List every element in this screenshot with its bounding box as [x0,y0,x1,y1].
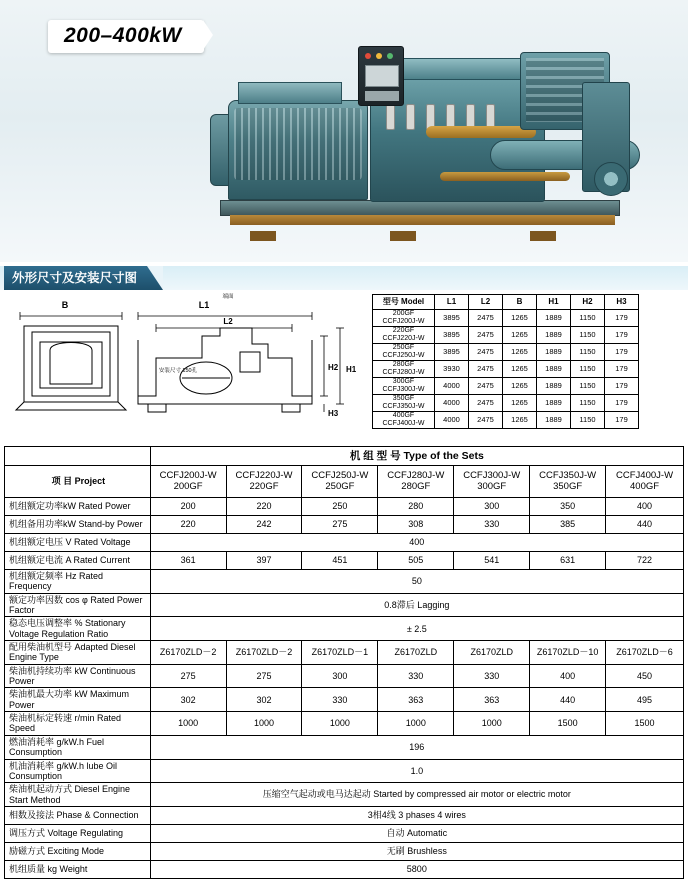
row-label: 励磁方式 Exciting Mode [5,842,151,860]
table-row [373,412,639,429]
row-label: 柴油机起动方式 Diesel Engine Start Method [5,783,151,807]
row-label: 机组额定功率kW Rated Power [5,498,151,516]
cell: Z6170ZLD [378,641,454,665]
dim-model-code: CCFJ200J-W [382,318,425,325]
dim-model-name: 280GF [392,361,415,368]
table-row [373,310,639,327]
dim-l2: 2475 [469,378,503,395]
dim-l1: 4000 [435,378,469,395]
control-panel [358,46,404,106]
dim-model-cell [373,327,435,344]
cell: 1000 [302,712,378,736]
dim-b: 1265 [503,378,537,395]
table-row [373,344,639,361]
svg-text:H1: H1 [346,365,357,374]
cell: 397 [226,552,302,570]
svg-text:H3: H3 [328,409,339,418]
spec-model-col-4 [454,466,530,498]
dim-model-cell [373,344,435,361]
svg-text:L1: L1 [198,300,210,310]
table-row [5,664,684,688]
model-name: 280GF [401,480,431,492]
section-title: 外形尺寸及安装尺寸图 [4,266,163,290]
cell: 200 [150,498,226,516]
table-row [5,806,684,824]
model-code: CCFJ350J-W [539,469,597,481]
cell: 385 [530,516,606,534]
dim-model-cell [373,378,435,395]
cylinder [406,104,415,130]
cooling-fan [594,162,628,196]
row-label: 柴油机最大功率 kW Maximum Power [5,688,151,712]
table-row [5,735,684,759]
model-code: CCFJ200J-W [159,469,217,481]
table-row [5,570,684,594]
dim-model-code: CCFJ280J-W [382,369,425,376]
model-name: 250GF [325,480,355,492]
dim-b: 1265 [503,310,537,327]
indicator-led-red [365,53,371,59]
dim-col-l2: L2 [469,295,503,310]
table-row [5,552,684,570]
cell-span: 无刷 Brushless [150,842,683,860]
cell: 1000 [378,712,454,736]
dim-model-code: CCFJ220J-W [382,335,425,342]
cell: Z6170ZLD－6 [606,641,684,665]
skid-foot [390,231,416,241]
cell: 330 [378,664,454,688]
row-label: 机油消耗率 g/kW.h lube Oil Consumption [5,759,151,783]
skid-foot [530,231,556,241]
cell: 220 [226,498,302,516]
dim-h2: 1150 [571,378,605,395]
cell-span: ± 2.5 [150,617,683,641]
cell-span: 400 [150,534,683,552]
dimension-table-header-row [373,295,639,310]
skid-base-lower [230,215,615,225]
svg-text:安装尺寸 150孔: 安装尺寸 150孔 [158,368,198,374]
dim-model-name: 200GF [392,310,415,317]
row-label: 稳态电压调整率 % Stationary Voltage Regulation Ratio [5,617,151,641]
cell: 302 [150,688,226,712]
cell-span: 3相4线 3 phases 4 wires [150,806,683,824]
row-label: 调压方式 Voltage Regulating [5,824,151,842]
cell: Z6170ZLD－1 [302,641,378,665]
dim-b: 1265 [503,361,537,378]
dim-l2: 2475 [469,327,503,344]
generator-set-illustration [190,22,660,247]
cell-span: 自动 Automatic [150,824,683,842]
cell: 275 [150,664,226,688]
model-code: CCFJ250J-W [311,469,369,481]
dim-model-name: 300GF [392,378,415,385]
table-row [5,759,684,783]
spec-corner-cell [5,447,151,466]
spec-sets-header: 机 组 型 号 Type of the Sets [150,447,683,466]
dim-h2: 1150 [571,412,605,429]
svg-text:端面: 端面 [222,294,234,300]
dim-b: 1265 [503,327,537,344]
table-row [373,327,639,344]
cell-span: 50 [150,570,683,594]
cell: 440 [530,688,606,712]
dim-model-cell [373,412,435,429]
cell: 1000 [150,712,226,736]
spec-project-header: 项 目 Project [5,466,151,498]
row-label: 相数及接法 Phase & Connection [5,806,151,824]
dim-h2: 1150 [571,361,605,378]
cell: Z6170ZLD－10 [530,641,606,665]
dim-b: 1265 [503,344,537,361]
row-label: 燃油消耗率 g/kW.h Fuel Consumption [5,735,151,759]
dim-model-code: CCFJ300J-W [382,386,425,393]
model-code: CCFJ400J-W [616,469,674,481]
cell: 275 [302,516,378,534]
table-row [5,824,684,842]
power-range-badge: 200–400kW [48,20,204,53]
cell: 722 [606,552,684,570]
alternator-terminal-box [238,82,342,104]
dim-l2: 2475 [469,412,503,429]
cell: 363 [454,688,530,712]
dim-l2: 2475 [469,395,503,412]
spec-model-col-5 [530,466,606,498]
dim-h3: 179 [605,378,639,395]
dim-l2: 2475 [469,310,503,327]
row-label: 柴油机持续功率 kW Continuous Power [5,664,151,688]
table-row [5,516,684,534]
dimension-table [372,294,639,429]
dim-col-h2: H2 [571,295,605,310]
dim-model-name: 400GF [392,412,415,419]
dim-h3: 179 [605,395,639,412]
model-code: CCFJ300J-W [463,469,521,481]
cell: 1500 [606,712,684,736]
oil-pipe [440,172,570,181]
cell: 495 [606,688,684,712]
cell: 505 [378,552,454,570]
dim-h1: 1889 [537,327,571,344]
model-name: 220GF [249,480,279,492]
cell: 330 [454,516,530,534]
cell: 631 [530,552,606,570]
dim-model-cell [373,361,435,378]
dim-l1: 4000 [435,412,469,429]
table-row [373,378,639,395]
table-row [5,842,684,860]
cell: 450 [606,664,684,688]
table-row [5,593,684,617]
table-row [373,361,639,378]
dim-l1: 3895 [435,344,469,361]
dim-h2: 1150 [571,327,605,344]
dim-h1: 1889 [537,378,571,395]
dim-col-h3: H3 [605,295,639,310]
section-header-dimensions [0,266,688,290]
cell: 1000 [454,712,530,736]
row-label: 机组备用功率kW Stand-by Power [5,516,151,534]
dim-col-b: B [503,295,537,310]
spec-model-col-0 [150,466,226,498]
spec-model-col-1 [226,466,302,498]
skid-base [220,200,620,216]
cell: 361 [150,552,226,570]
row-label: 机组额定电流 A Rated Current [5,552,151,570]
dim-h2: 1150 [571,310,605,327]
cylinder [386,104,395,130]
dim-h1: 1889 [537,395,571,412]
dim-h3: 179 [605,310,639,327]
row-label: 配用柴油机型号 Adapted Diesel Engine Type [5,641,151,665]
dim-l1: 3895 [435,310,469,327]
dim-h2: 1150 [571,344,605,361]
dim-h3: 179 [605,327,639,344]
indicator-led-amber [376,53,382,59]
dim-model-code: CCFJ250J-W [382,352,425,359]
cell: Z6170ZLD [454,641,530,665]
cell: 1500 [530,712,606,736]
dim-h2: 1150 [571,395,605,412]
model-code: CCFJ280J-W [387,469,445,481]
spec-model-col-6 [606,466,684,498]
model-name: 400GF [630,480,660,492]
dim-b: 1265 [503,395,537,412]
dim-model-code: CCFJ350J-W [382,403,425,410]
dim-model-name: 350GF [392,395,415,402]
table-row [5,534,684,552]
dim-l2: 2475 [469,361,503,378]
dim-b: 1265 [503,412,537,429]
cell: 275 [226,664,302,688]
table-row [5,688,684,712]
alternator-cooling-ribs [234,108,362,180]
hero-banner [0,0,688,262]
table-row [5,860,684,878]
spec-model-col-2 [302,466,378,498]
dim-h3: 179 [605,412,639,429]
cell-span: 0.8滞后 Lagging [150,593,683,617]
cell: 330 [454,664,530,688]
dim-h3: 179 [605,344,639,361]
model-name: 350GF [553,480,583,492]
cell: 302 [226,688,302,712]
dim-h3: 179 [605,361,639,378]
indicator-led-green [387,53,393,59]
dim-h1: 1889 [537,361,571,378]
cell: Z6170ZLD－2 [150,641,226,665]
cell: 242 [226,516,302,534]
row-label: 机组额定电压 V Rated Voltage [5,534,151,552]
dim-model-cell [373,310,435,327]
cell: 440 [606,516,684,534]
table-row [5,617,684,641]
cell: 363 [378,688,454,712]
dim-l1: 3930 [435,361,469,378]
specification-table [4,446,684,879]
cell: 308 [378,516,454,534]
model-code: CCFJ220J-W [235,469,293,481]
dim-model-code: CCFJ400J-W [382,420,425,427]
dim-model-name: 250GF [392,344,415,351]
dim-l2: 2475 [469,344,503,361]
table-row [5,783,684,807]
dim-l1: 3895 [435,327,469,344]
cell: 451 [302,552,378,570]
cell: 541 [454,552,530,570]
svg-text:H2: H2 [328,363,339,372]
cell: 330 [302,688,378,712]
spec-model-header-row [5,466,684,498]
spec-model-col-3 [378,466,454,498]
dim-model-cell [373,395,435,412]
table-row [5,712,684,736]
cell-span: 5800 [150,860,683,878]
row-label: 额定功率因数 cos φ Rated Power Factor [5,593,151,617]
dim-h1: 1889 [537,344,571,361]
row-label: 柴油机标定转速 r/min Rated Speed [5,712,151,736]
dim-col-l1: L1 [435,295,469,310]
table-row [5,641,684,665]
cell-span: 1.0 [150,759,683,783]
dim-l1: 4000 [435,395,469,412]
spec-sets-header-row [5,447,684,466]
dimension-section [0,290,688,425]
cell: 280 [378,498,454,516]
dim-h1: 1889 [537,310,571,327]
cell-span: 压缩空气起动或电马达起动 Started by compressed air motor or electric motor [150,783,683,807]
cell: 1000 [226,712,302,736]
model-name: 200GF [173,480,203,492]
cell: 400 [530,664,606,688]
cell: 220 [150,516,226,534]
dim-col-model: 型号 Model [373,295,435,310]
skid-foot [250,231,276,241]
cell: 400 [606,498,684,516]
table-row [373,395,639,412]
svg-text:L2: L2 [223,317,233,326]
row-label: 机组质量 kg Weight [5,860,151,878]
cell: 350 [530,498,606,516]
cell: Z6170ZLD－2 [226,641,302,665]
table-row [5,498,684,516]
svg-text:B: B [61,300,69,310]
dim-col-h1: H1 [537,295,571,310]
panel-switch-row [365,91,399,101]
cell-span: 196 [150,735,683,759]
panel-gauge [365,65,399,87]
row-label: 机组额定频率 Hz Rated Frequency [5,570,151,594]
outline-dimension-drawing [6,292,362,422]
dim-h1: 1889 [537,412,571,429]
model-name: 300GF [477,480,507,492]
dim-model-name: 220GF [392,327,415,334]
cell: 300 [302,664,378,688]
cell: 250 [302,498,378,516]
cell: 300 [454,498,530,516]
